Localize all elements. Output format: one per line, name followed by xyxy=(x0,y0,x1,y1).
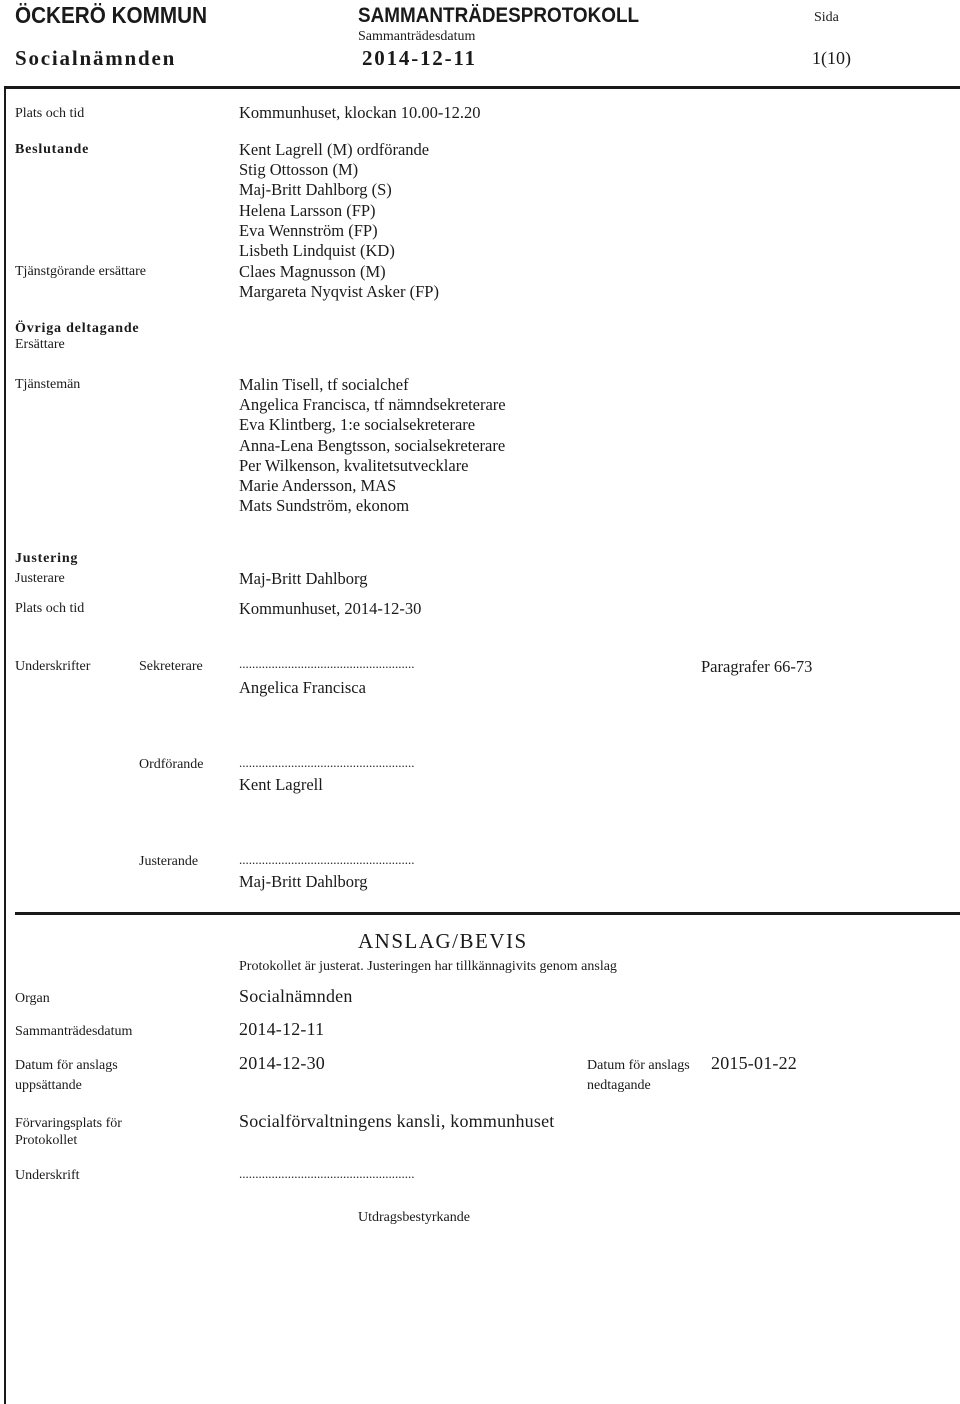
notice-title: ANSLAG/BEVIS xyxy=(358,929,528,953)
adjuster-name: Maj-Britt Dahlborg xyxy=(239,569,368,588)
posted-label: Datum för anslags xyxy=(15,1058,118,1073)
signature-role: Ordförande xyxy=(139,757,204,772)
notice-date-label: Sammanträdesdatum xyxy=(15,1024,133,1039)
left-border xyxy=(4,88,6,1404)
place-time-value: Kommunhuset, klockan 10.00-12.20 xyxy=(239,103,481,122)
removed-date: 2015-01-22 xyxy=(711,1053,797,1073)
deciding-member: Helena Larsson (FP) xyxy=(239,201,376,220)
posted-label-line2: uppsättande xyxy=(15,1078,82,1093)
removed-label-line2: nedtagande xyxy=(587,1078,651,1093)
organ-label: Organ xyxy=(15,991,50,1006)
signer-name: Maj-Britt Dahlborg xyxy=(239,872,368,891)
deciding-member: Lisbeth Lindquist (KD) xyxy=(239,241,395,260)
meeting-date: 2014-12-11 xyxy=(362,46,477,70)
adjustment-heading: Justering xyxy=(15,551,79,566)
serving-substitute: Margareta Nyqvist Asker (FP) xyxy=(239,282,439,301)
officials-label: Tjänstemän xyxy=(15,377,81,392)
header-rule xyxy=(4,86,960,89)
official: Anna-Lena Bengtsson, socialsekreterare xyxy=(239,436,506,455)
storage-label: Förvaringsplats för xyxy=(15,1116,122,1131)
notice-rule xyxy=(15,912,960,915)
place-time-label: Plats och tid xyxy=(15,106,85,121)
certified-label: Utdragsbestyrkande xyxy=(358,1210,470,1225)
notice-date-value: 2014-12-11 xyxy=(239,1019,325,1039)
posted-date: 2014-12-30 xyxy=(239,1053,325,1073)
committee-name: Socialnämnden xyxy=(15,46,177,70)
official: Marie Andersson, MAS xyxy=(239,476,397,495)
organ-value: Socialnämnden xyxy=(239,986,353,1006)
signature-role: Justerande xyxy=(139,854,199,869)
storage-label-line2: Protokollet xyxy=(15,1133,78,1148)
notice-signature-line: ...................................................... xyxy=(239,1166,415,1181)
paragraphs-range: Paragrafer 66-73 xyxy=(701,657,813,676)
substitutes-label: Ersättare xyxy=(15,337,65,352)
official: Malin Tisell, tf socialchef xyxy=(239,375,409,394)
signer-name: Angelica Francisca xyxy=(239,678,366,697)
signer-name: Kent Lagrell xyxy=(239,775,323,794)
official: Angelica Francisca, tf nämndsekreterare xyxy=(239,395,506,414)
signature-line: ...................................................... xyxy=(239,755,415,770)
date-label: Sammanträdesdatum xyxy=(358,29,476,44)
serving-substitutes-label: Tjänstgörande ersättare xyxy=(15,264,146,279)
signature-line: ...................................................... xyxy=(239,852,415,867)
official: Mats Sundström, ekonom xyxy=(239,496,410,515)
deciding-member: Eva Wennström (FP) xyxy=(239,221,378,240)
adjustment-place-time: Kommunhuset, 2014-12-30 xyxy=(239,599,422,618)
signature-role: Sekreterare xyxy=(139,659,203,674)
deciding-member: Maj-Britt Dahlborg (S) xyxy=(239,180,392,199)
signatures-label: Underskrifter xyxy=(15,659,91,674)
official: Per Wilkenson, kvalitetsutvecklare xyxy=(239,456,469,475)
adjusters-label: Justerare xyxy=(15,571,65,586)
adjustment-place-time-label: Plats och tid xyxy=(15,601,85,616)
deciding-member: Kent Lagrell (M) ordförande xyxy=(239,140,430,159)
other-participants-label: Övriga deltagande xyxy=(15,321,140,336)
org-name: ÖCKERÖ KOMMUN xyxy=(15,2,208,28)
deciding-member: Stig Ottosson (M) xyxy=(239,160,359,179)
notice-subtitle: Protokollet är justerat. Justeringen har tillkännagivits genom anslag xyxy=(239,959,617,974)
serving-substitute: Claes Magnusson (M) xyxy=(239,262,386,281)
official: Eva Klintberg, 1:e socialsekreterare xyxy=(239,415,476,434)
page-number: 1(10) xyxy=(812,48,851,68)
page-label: Sida xyxy=(814,10,839,25)
signature-line: ...................................................... xyxy=(239,656,415,671)
document-type: SAMMANTRÄDESPROTOKOLL xyxy=(358,4,640,27)
storage-location: Socialförvaltningens kansli, kommunhuset xyxy=(239,1111,555,1131)
deciding-label: Beslutande xyxy=(15,142,90,157)
removed-label: Datum för anslags xyxy=(587,1058,690,1073)
notice-signature-label: Underskrift xyxy=(15,1168,80,1183)
